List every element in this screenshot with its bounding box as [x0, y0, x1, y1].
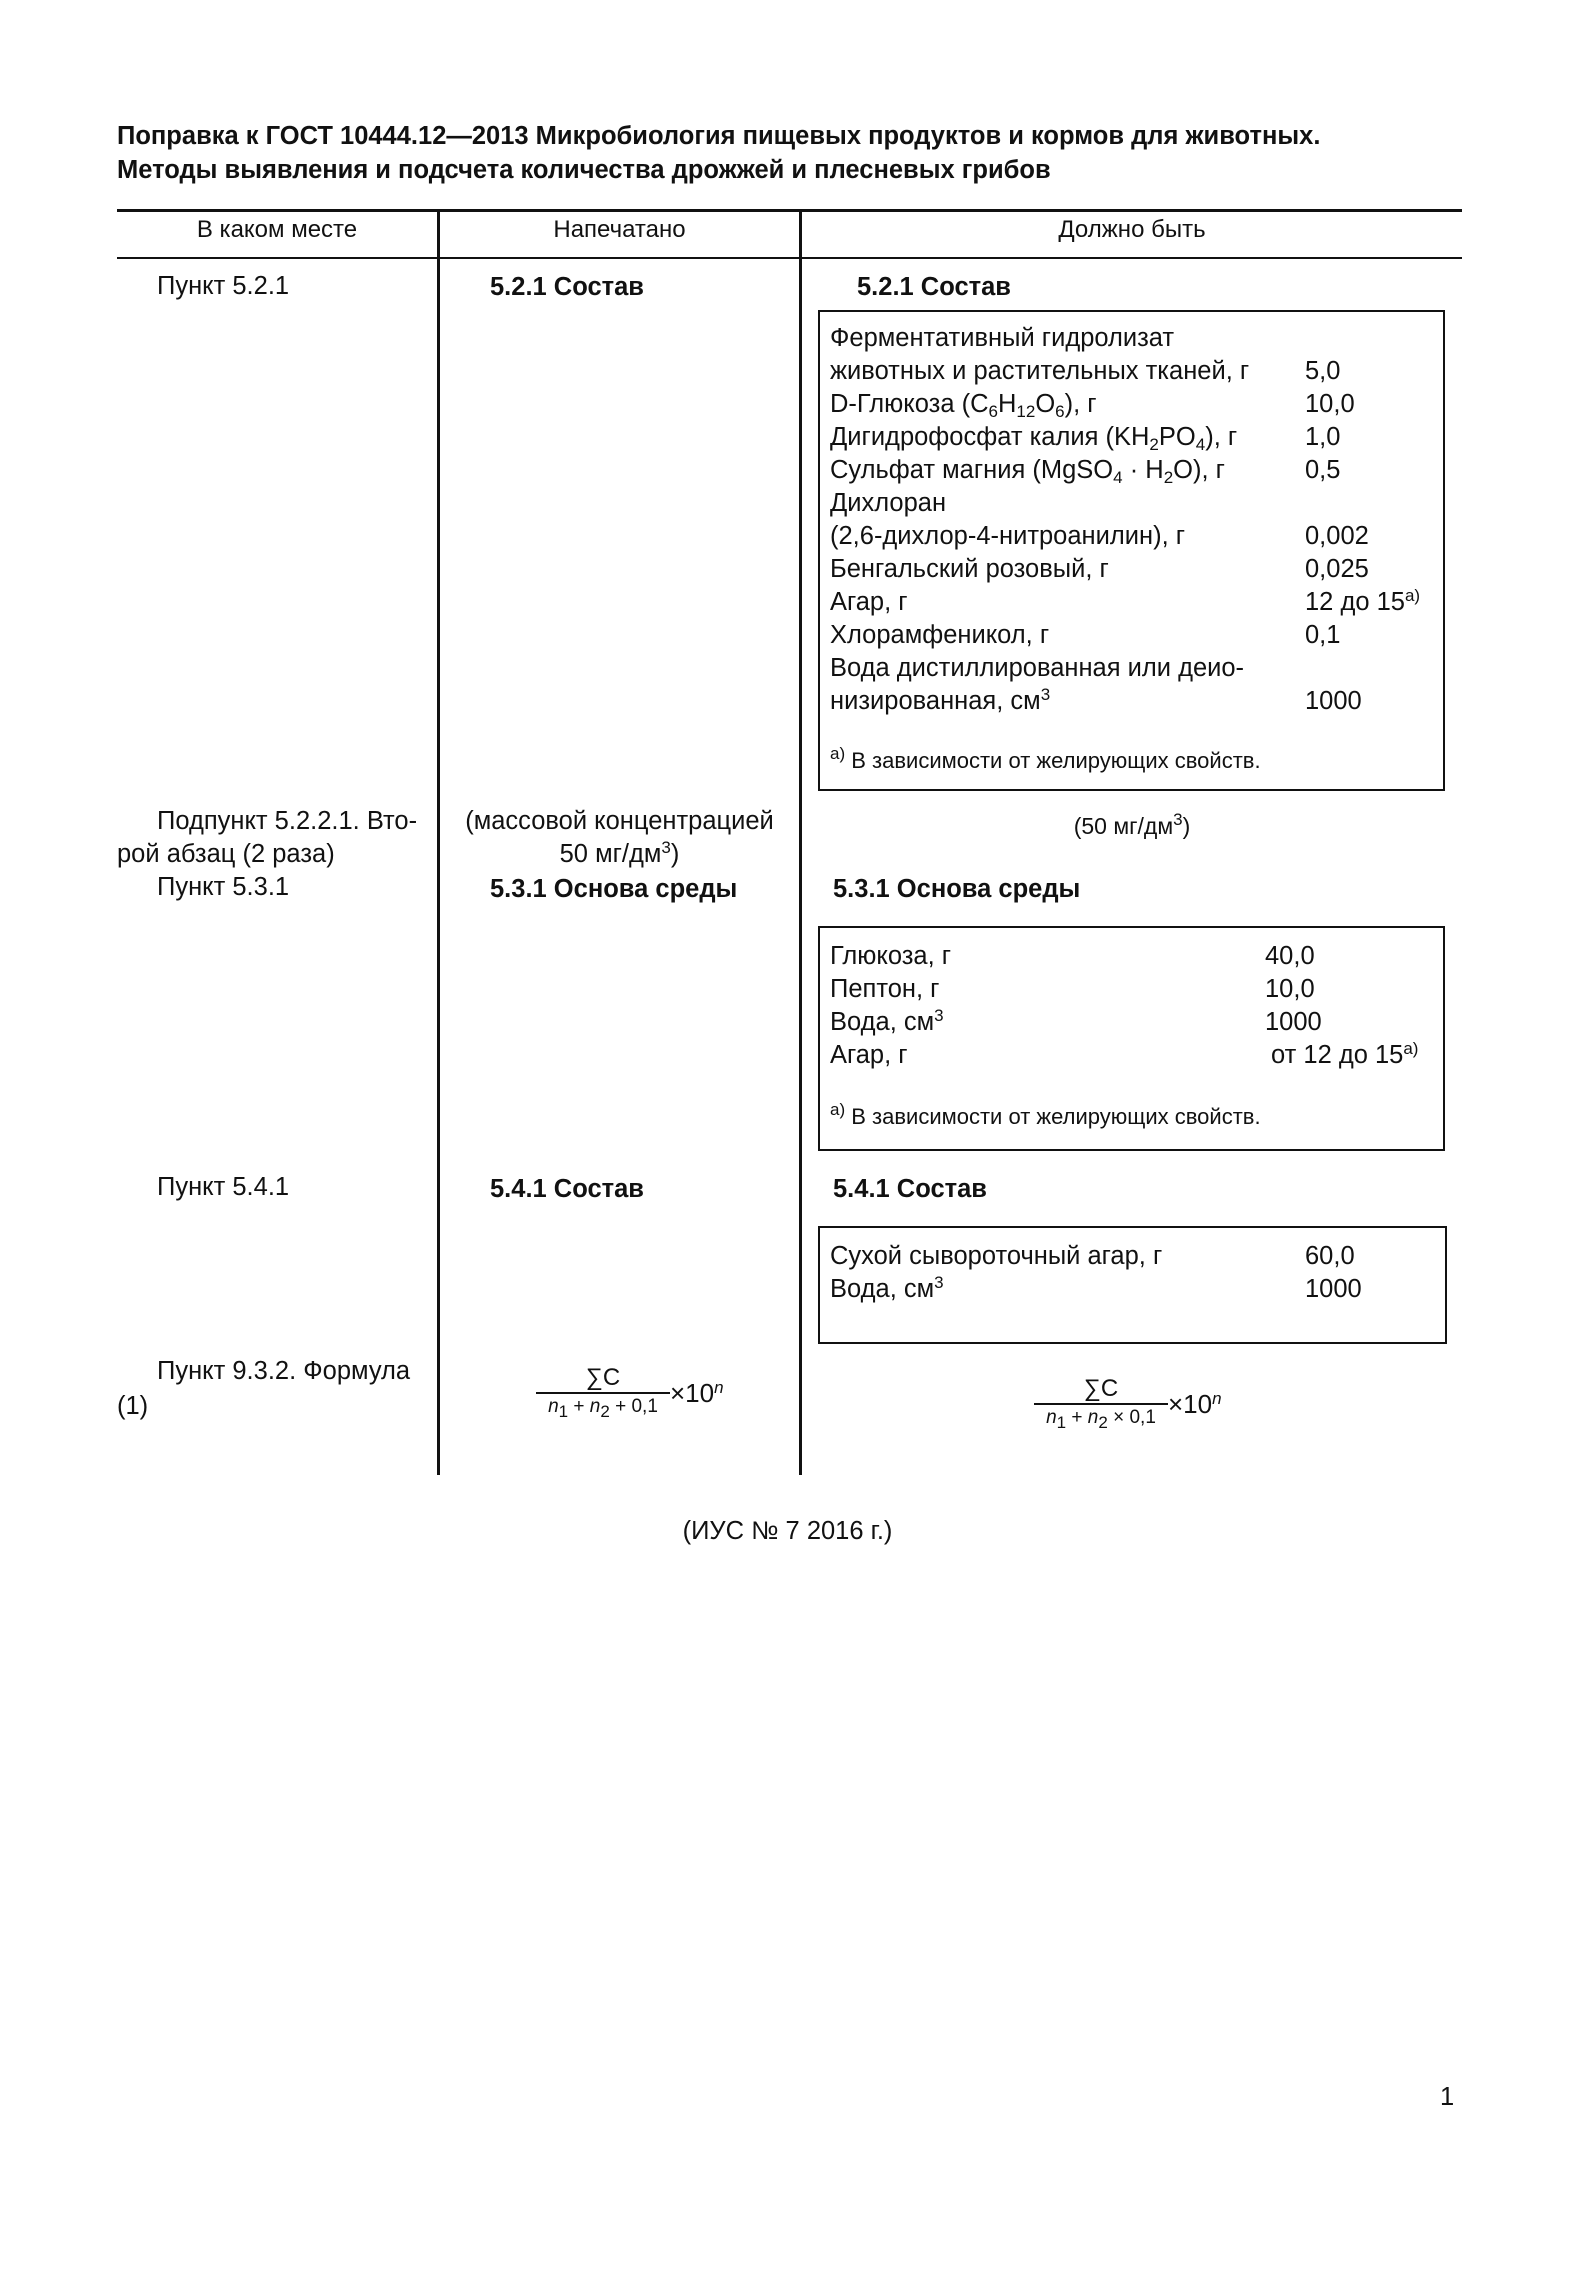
r1-item-magnesium-value: 0,5: [1305, 456, 1341, 484]
header-printed: Напечатано: [553, 216, 686, 243]
row4-composition-box: [818, 1226, 1447, 1344]
r1-item-hydrolysate-label-2: животных и растительных тканей, г: [830, 357, 1250, 385]
row1-composition-box: [818, 310, 1445, 791]
row2-should: (50 $мг/дм^3$): [1073, 810, 1191, 839]
table-header-rule: [117, 257, 1462, 259]
r1-item-dichloran-value: 0,002: [1305, 522, 1369, 550]
row1-printed: 5.2.1 Состав: [490, 273, 644, 301]
r1-item-glucose-value: 10,0: [1305, 390, 1355, 418]
r4-item-water-label: Вода, $см^3$: [830, 1273, 944, 1303]
page-number: 1: [1440, 2083, 1455, 2111]
row4-place: Пункт 5.4.1: [157, 1173, 290, 1201]
r1-item-dichloran-label-2: (2,6-дихлор-4-нитроанилин), г: [830, 522, 1186, 550]
r3-item-agar-value: от 12 до $15^{а)}$: [1271, 1039, 1419, 1069]
row3-should: 5.3.1 Основа среды: [833, 875, 1081, 903]
row2-place-line2: рой абзац (2 раза): [117, 840, 335, 868]
r4-item-whey-agar-label: Сухой сывороточный агар, г: [830, 1242, 1163, 1270]
title-line-1: Поправка к ГОСТ 10444.12—2013 Микробиология пищевых продуктов и кормов для животных.: [117, 122, 1321, 150]
printed-formula-fraction: [536, 1364, 670, 1425]
r1-item-agar-label: Агар, г: [830, 588, 908, 616]
r1-item-hydrolysate-label-1: Ферментативный гидролизат: [830, 324, 1175, 352]
r4-item-water-value: 1000: [1305, 1275, 1362, 1303]
row2-printed-line1: (массовой концентрацией: [465, 807, 774, 835]
r1-item-chloramphenicol-value: 0,1: [1305, 621, 1341, 649]
title-line-2: Методы выявления и подсчета количества дрожжей и плесневых грибов: [117, 156, 1051, 184]
printed-formula: [536, 1364, 736, 1434]
corrected-formula: [1034, 1375, 1234, 1445]
r3-item-glucose-value: 40,0: [1265, 942, 1315, 970]
document-title: [117, 119, 1462, 187]
corrected-formula-fraction: [1034, 1375, 1168, 1436]
publication-reference: (ИУС № 7 2016 г.): [682, 1517, 893, 1545]
r1-item-glucose-label: D-Глюкоза $(C_6H_{12}O_6)$, г: [830, 390, 1097, 421]
r3-item-water-label: Вода, $см^3$: [830, 1006, 944, 1036]
printed-formula-numerator: ∑C: [585, 1364, 621, 1391]
r1-item-water-label-1: Вода дистиллированная или деио-: [830, 654, 1245, 682]
r1-item-hydrolysate-value: 5,0: [1305, 357, 1341, 385]
header-place: В каком месте: [196, 216, 358, 243]
r3-footnote: $^{а)}$ В зависимости от желирующих свойств.: [830, 1100, 1261, 1129]
r1-item-rose-bengal-label: Бенгальский розовый, г: [830, 555, 1109, 583]
r1-footnote: $^{а)}$ В зависимости от желирующих свойств.: [830, 744, 1261, 773]
row3-base-medium-box: [818, 926, 1445, 1151]
row1-place: Пункт 5.2.1: [157, 272, 290, 300]
table-top-rule: [117, 209, 1462, 212]
row4-printed: 5.4.1 Состав: [490, 1175, 644, 1203]
r3-item-water-value: 1000: [1265, 1008, 1322, 1036]
row5-place-line2: (1): [117, 1392, 149, 1420]
r1-item-rose-bengal-value: 0,025: [1305, 555, 1369, 583]
r1-item-dichloran-label-1: Дихлоран: [830, 489, 947, 517]
header-should-be: Должно быть: [1058, 216, 1206, 243]
printed-formula-multiplier: $\times 10^n$: [670, 1378, 724, 1408]
r1-item-chloramphenicol-label: Хлорамфеникол, г: [830, 621, 1050, 649]
row4-should: 5.4.1 Состав: [833, 1175, 987, 1203]
row3-printed: 5.3.1 Основа среды: [490, 875, 738, 903]
r1-item-water-label-2: низированная, $см^3$: [830, 685, 1051, 715]
r1-item-phosphate-label: Дигидрофосфат калия $(KH_2PO_4)$, г: [830, 423, 1238, 454]
corrected-formula-numerator: ∑C: [1083, 1375, 1119, 1402]
row2-printed-line2: 50 $мг/дм^3$): [559, 838, 680, 868]
row2-place-line1: Подпункт 5.2.2.1. Вто-: [157, 807, 418, 835]
row3-place: Пункт 5.3.1: [157, 873, 290, 901]
r1-item-phosphate-value: 1,0: [1305, 423, 1341, 451]
r3-item-glucose-label: Глюкоза, г: [830, 942, 952, 970]
corrected-formula-multiplier: $\times 10^n$: [1168, 1389, 1222, 1419]
r4-item-whey-agar-value: 60,0: [1305, 1242, 1355, 1270]
r3-item-peptone-label: Пептон, г: [830, 975, 940, 1003]
r1-item-water-value: 1000: [1305, 687, 1362, 715]
r3-item-agar-label: Агар, г: [830, 1041, 908, 1069]
r1-item-magnesium-label: Сульфат магния (MgSO$_4$ · $H_2O$), г: [830, 456, 1225, 487]
row1-should: 5.2.1 Состав: [857, 273, 1011, 301]
r3-item-peptone-value: 10,0: [1265, 975, 1315, 1003]
printed-formula-denominator: $n_1 + n_2 + 0,1$: [548, 1395, 658, 1421]
corrected-formula-denominator: $n_1 + n_2 \times 0,1$: [1046, 1406, 1156, 1432]
r1-item-agar-value: 12 до $15^{а)}$: [1305, 586, 1421, 616]
row5-place-line1: Пункт 9.3.2. Формула: [157, 1357, 411, 1385]
